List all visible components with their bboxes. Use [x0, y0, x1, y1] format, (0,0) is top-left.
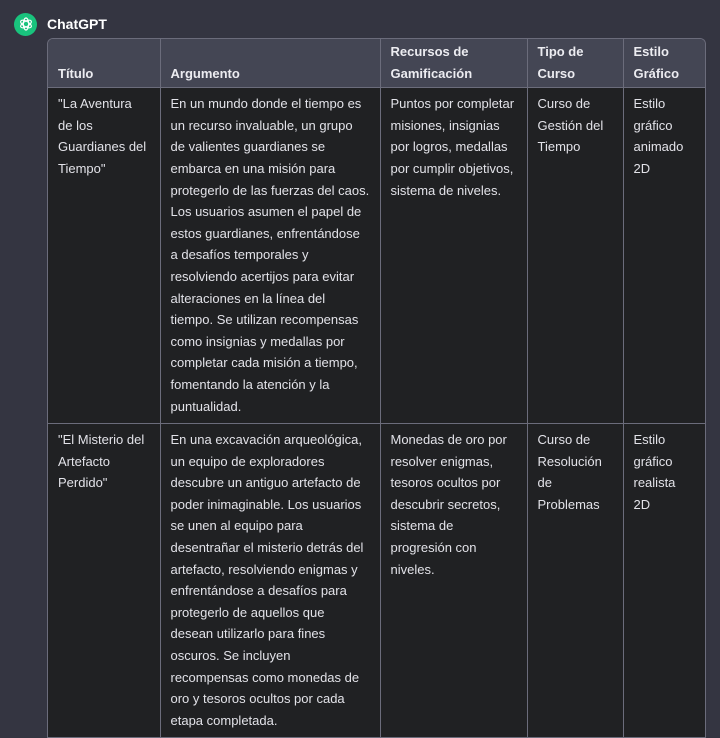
cell-estilo: Estilo gráfico realista 2D	[623, 424, 705, 738]
cell-tipo: Curso de Gestión del Tiempo	[527, 88, 623, 424]
cell-titulo: "El Misterio del Artefacto Perdido"	[48, 424, 160, 738]
header-recursos: Recursos de Gamificación	[380, 39, 527, 88]
cell-argumento: En un mundo donde el tiempo es un recurso invaluable, un grupo de valientes guardianes se embarca en una misión para protegerlo de las fuerzas del caos. Los usuarios asumen el papel de estos guardianes, enfrentándose a desafíos temporales y resolviendo acertijos para evitar alteraciones en la línea del tiempo. Se utilizan recompensas como insignias y medallas por completar cada misión a tiempo, fomentando la atención y la puntualidad.	[160, 88, 380, 424]
openai-logo-glyph	[18, 16, 34, 32]
cell-recursos: Monedas de oro por resolver enigmas, tesoros ocultos por descubrir secretos, sistema de progresión con niveles.	[380, 424, 527, 738]
cell-recursos: Puntos por completar misiones, insignias por logros, medallas por cumplir objetivos, sistema de niveles.	[380, 88, 527, 424]
header-argumento: Argumento	[160, 39, 380, 88]
cell-argumento: En una excavación arqueológica, un equipo de exploradores descubre un antiguo artefacto de poder inimaginable. Los usuarios se unen al equipo para desentrañar el misterio detrás del artefacto, resolviendo enigmas y enfrentándose a desafíos para protegerlo de aquellos que desean utilizarlo para fines oscuros. Se incluyen recompensas como monedas de oro y tesoros ocultos por cada etapa completada.	[160, 424, 380, 738]
table-row	[48, 88, 705, 424]
header-tipo: Tipo de Curso	[527, 39, 623, 88]
message-author: ChatGPT	[47, 16, 107, 32]
table-row	[48, 424, 705, 738]
cell-estilo: Estilo gráfico animado 2D	[623, 88, 705, 424]
header-estilo: Estilo Gráfico	[623, 39, 705, 88]
table-header-row	[48, 39, 705, 88]
message-header	[14, 12, 107, 36]
response-table	[47, 38, 706, 738]
cell-tipo: Curso de Resolución de Problemas	[527, 424, 623, 738]
cell-titulo: "La Aventura de los Guardianes del Tiempo"	[48, 88, 160, 424]
header-titulo: Título	[48, 39, 160, 88]
openai-logo-icon	[14, 13, 37, 36]
